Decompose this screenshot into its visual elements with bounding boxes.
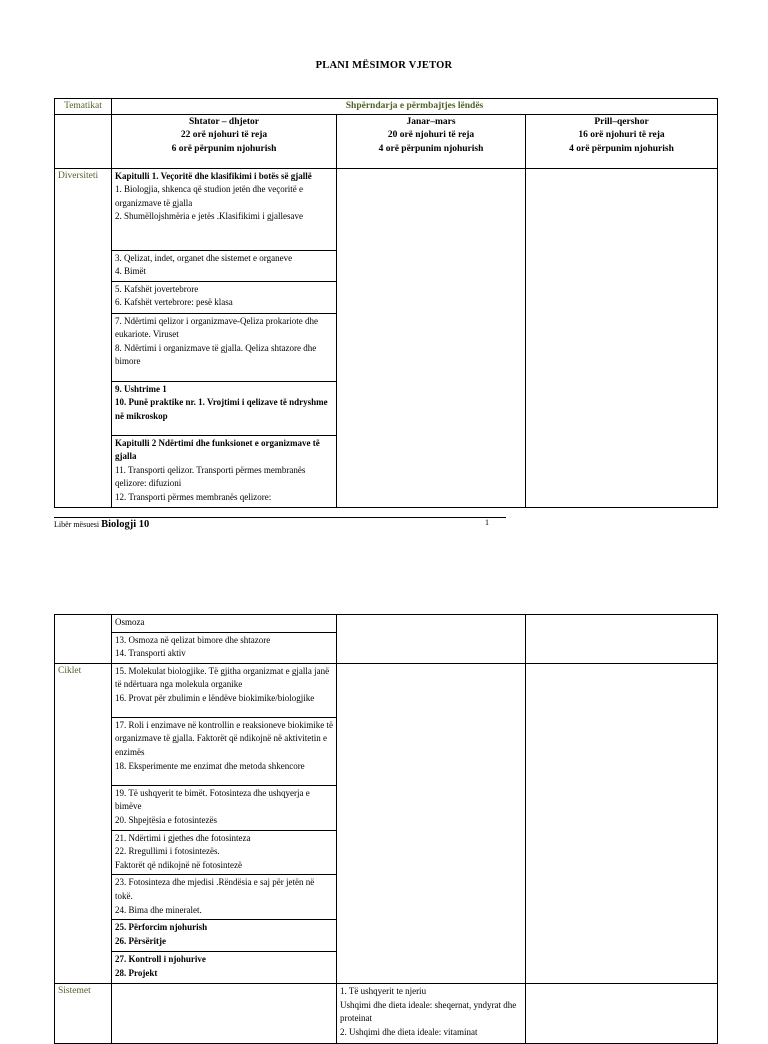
col3-empty — [526, 168, 718, 507]
lesson-group: Osmoza — [112, 615, 337, 633]
lesson-group: 27. Kontroll i njohurive 28. Projekt — [112, 952, 337, 984]
lesson-group: 21. Ndërtimi i gjethes dhe fotosinteza 22. Rregullimi i fotosintezës. Faktorët që ndikojnë në fotosintezë — [112, 830, 337, 875]
lesson-group: 9. Ushtrime 1 10. Punë praktike nr. 1. Vrojtimi i qelizave të ndryshme në mikroskop — [112, 381, 337, 435]
period-2: Janar–mars 20 orë njohuri të reja 4 orë përpunim njohurish — [337, 114, 526, 168]
page-number: 1 — [485, 518, 489, 527]
footer-book: Biologji 10 — [101, 519, 150, 530]
footer-rule — [54, 517, 506, 518]
plan-table-page2 — [54, 614, 718, 1044]
col2-empty — [337, 663, 526, 983]
lesson-group: 15. Molekulat biologjike. Të gjitha organizmat e gjalla janë të ndërtuara nga molekula organike 16. Provat për zbulimin e lëndëve biokimike/biologjike — [112, 663, 337, 717]
sistemet-lessons: 1. Të ushqyerit te njeriu Ushqimi dhe dieta ideale: sheqernat, yndyrat dhe proteinat 2. Ushqimi dhe dieta ideale: vitaminat — [337, 984, 526, 1044]
period-1: Shtator – dhjetor 22 orë njohuri të reja 6 orë përpunim njohurish — [112, 114, 337, 168]
lesson-group: 23. Fotosinteza dhe mjedisi .Rëndësia e saj për jetën në tokë. 24. Bima dhe mineralet. — [112, 875, 337, 920]
col3-empty — [526, 615, 718, 664]
lesson-group: 19. Të ushqyerit te bimët. Fotosinteza dhe ushqyerja e bimëve 20. Shpejtësia e fotosintezës — [112, 785, 337, 830]
lesson-group: 5. Kafshët jovertebrore 6. Kafshët vertebrore: pesë klasa — [112, 281, 337, 313]
col3-empty — [526, 663, 718, 983]
lesson-group: 17. Roli i enzimave në kontrollin e reaksioneve biokimike të organizmave të gjalla. Faktorët që ndikojnë në aktivitetin e enzimës 18. Eksperimente me enzimat dhe metoda shkencore — [112, 717, 337, 785]
footer — [54, 519, 149, 530]
col2-empty — [337, 168, 526, 507]
theme-sistemet: Sistemet — [55, 984, 112, 1044]
period-3: Prill–qershor 16 orë njohuri të reja 4 orë përpunim njohurish — [526, 114, 718, 168]
lesson-group: 25. Përforcim njohurish 26. Përsëritje — [112, 920, 337, 952]
theme-empty — [55, 615, 112, 664]
lesson-group: 13. Osmoza në qelizat bimore dhe shtazore 14. Transporti aktiv — [112, 632, 337, 663]
col1-empty — [112, 984, 337, 1044]
lesson-group: Kapitulli 2 Ndërtimi dhe funksionet e organizmave të gjalla 11. Transporti qelizor. Transporti përmes membranës qelizore: difuzioni 12. Transporti përmes membranës qelizore: — [112, 435, 337, 507]
header-distribution: Shpërndarja e përmbajtjes lëndës — [112, 99, 718, 115]
plan-table-page1 — [54, 98, 718, 508]
lesson-group: 3. Qelizat, indet, organet dhe sistemet e organeve 4. Bimët — [112, 250, 337, 281]
lesson-group: Kapitulli 1. Veçoritë dhe klasifikimi i botës së gjallë 1. Biologjia, shkenca që studion jetën dhe veçoritë e organizmave të gjalla 2. Shumëllojshmëria e jetës .Klasifikimi i gjallesave — [112, 168, 337, 250]
header-empty — [55, 114, 112, 168]
footer-label: Libër mësuesi — [54, 520, 100, 529]
header-theme: Tematikat — [55, 99, 112, 115]
theme-diversiteti: Diversiteti — [55, 168, 112, 507]
col2-empty — [337, 615, 526, 664]
col3-empty — [526, 984, 718, 1044]
lesson-group: 7. Ndërtimi qelizor i organizmave-Qeliza prokariote dhe eukariote. Viruset 8. Ndërtimi i organizmave të gjalla. Qeliza shtazore dhe bimore — [112, 313, 337, 381]
theme-ciklet: Ciklet — [55, 663, 112, 983]
page-title: PLANI MËSIMOR VJETOR — [315, 60, 453, 71]
